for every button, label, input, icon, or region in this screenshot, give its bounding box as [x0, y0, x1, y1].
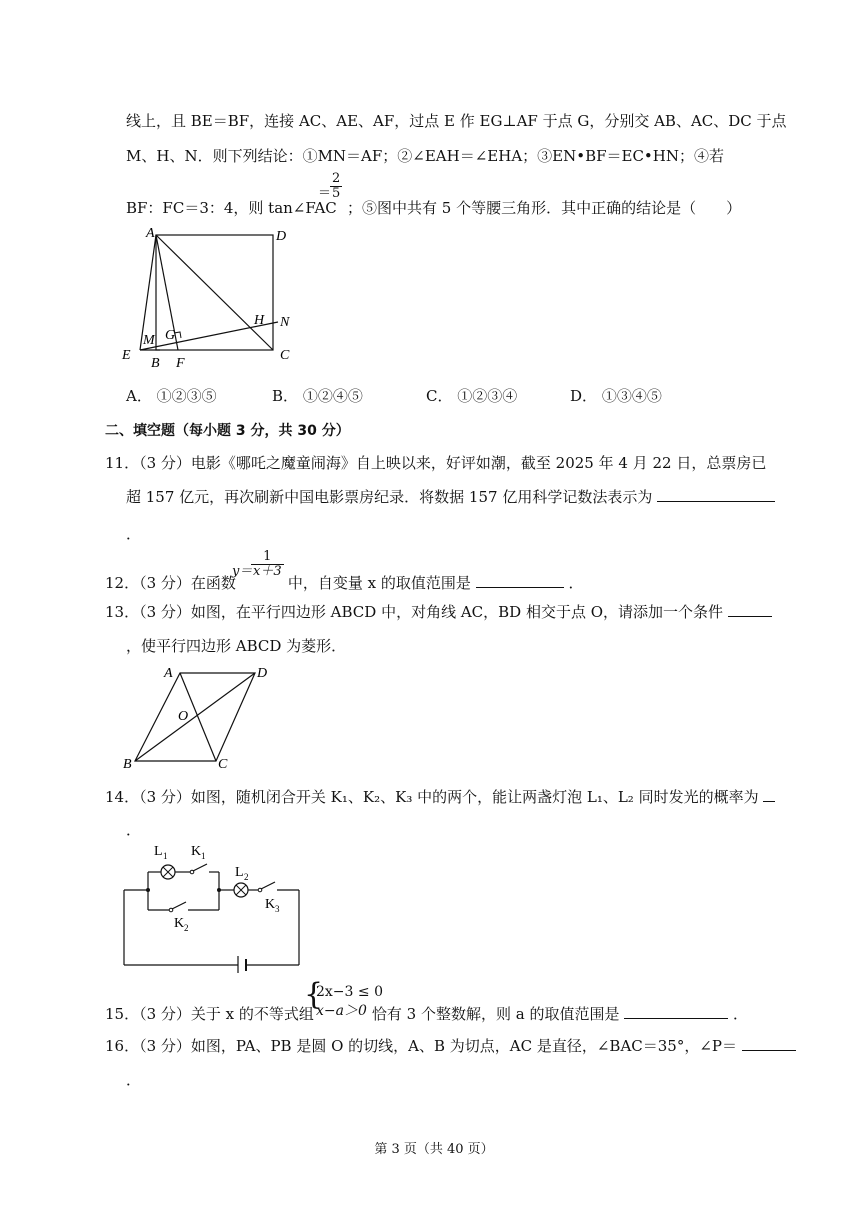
q10-option-a-letter: A．	[126, 387, 152, 405]
q10-option-b-text: ①②④⑤	[302, 387, 363, 405]
q10-frac-den: 5	[332, 186, 341, 201]
q16-text-line1	[105, 1035, 796, 1056]
q10-option-a[interactable]	[126, 385, 217, 406]
q14-line1-text: 14．（3 分）如图，随机闭合开关 K₁、K₂、K₃ 中的两个，能让两盏灯泡 L₁、L₂ 同时发光的概率为	[105, 788, 759, 806]
q14-label-L2: L	[235, 865, 244, 880]
q10-fraction	[330, 172, 342, 201]
q10-option-c-text: ①②③④	[457, 387, 518, 405]
q15-text	[105, 1003, 748, 1024]
q13-parallelogram-figure	[118, 660, 278, 775]
q14-text-line2: ．	[126, 821, 142, 839]
q12-frac-num: 1	[251, 550, 284, 565]
q13-label-D: D	[257, 666, 268, 681]
q15-system-brace: {	[304, 977, 324, 1012]
q16-text-line2: ．	[126, 1071, 142, 1089]
q12-y-equals: y＝	[232, 564, 253, 579]
q10-option-a-text: ①②③⑤	[156, 387, 217, 405]
q14-label-K1-sub: 1	[201, 851, 206, 861]
q10-label-C: C	[280, 348, 290, 363]
q14-text-line1	[105, 786, 775, 807]
q10-label-A: A	[146, 226, 155, 241]
q10-label-E: E	[122, 348, 131, 363]
q12-end: ．	[568, 574, 584, 592]
q13-text-line1	[105, 601, 772, 622]
q10-square-figure	[118, 222, 318, 372]
q10-label-D: D	[276, 229, 287, 244]
q14-label-K2-sub: 2	[184, 923, 189, 933]
q14-label-K1: K	[191, 844, 202, 859]
q16-line1-text: 16．（3 分）如图，PA、PB 是圆 O 的切线，A、B 为切点，AC 是直径，∠BAC＝35°，∠P＝	[105, 1037, 738, 1055]
q14-label-L1-sub: 1	[163, 851, 168, 861]
q10-label-F: F	[176, 356, 185, 371]
q11-text-line1: 11．（3 分）电影《哪吒之魔童闹海》自上映以来，好评如潮，截至 2025 年 4 月 22 日，总票房已	[105, 454, 767, 472]
q14-label-L1: L	[154, 844, 163, 859]
q10-option-d-letter: D．	[570, 387, 598, 405]
q10-option-d[interactable]	[570, 385, 662, 406]
q15-inequality-1: 2x−3 ≤ 0	[316, 984, 383, 1000]
q10-label-M: M	[143, 333, 155, 348]
q12-fraction	[251, 550, 284, 579]
q11-answer-blank[interactable]	[657, 486, 775, 502]
q12-answer-blank[interactable]	[476, 572, 564, 588]
q10-option-b[interactable]	[272, 385, 363, 406]
q14-label-K2: K	[174, 916, 185, 931]
q12-frac-den: x＋3	[253, 564, 282, 579]
q10-label-N: N	[280, 315, 290, 330]
q13-answer-blank[interactable]	[728, 601, 772, 617]
q10-option-c-letter: C．	[426, 387, 453, 405]
q11-text-line2	[126, 486, 775, 507]
q10-option-b-letter: B．	[272, 387, 299, 405]
q16-answer-blank[interactable]	[742, 1035, 796, 1051]
q12-post: 中，自变量 x 的取值范围是	[287, 574, 471, 592]
q10-text-line3-start	[126, 198, 337, 218]
q10-label-G: G	[165, 328, 176, 343]
q10-label-B: B	[151, 356, 160, 371]
q10-option-c[interactable]	[426, 385, 517, 406]
page-footer: 第 3 页（共 40 页）	[374, 1142, 494, 1157]
q10-label-H: H	[254, 313, 265, 328]
q10-line3-pre: BF：FC＝3：4，则 tan∠FAC	[126, 199, 337, 217]
q14-answer-blank[interactable]	[763, 786, 775, 802]
q10-equals-sign: ＝	[318, 186, 332, 201]
q15-inequality-2: x−a＞0	[316, 1003, 367, 1019]
q14-label-K3: K	[265, 897, 276, 912]
q10-text-line1: 线上，且 BE＝BF，连接 AC、AE、AF，过点 E 作 EG⊥AF 于点 G，分别交 AB、AC、DC 于点	[126, 112, 787, 130]
q10-line3-post: ；⑤图中共有 5 个等腰三角形．其中正确的结论是（ ）	[347, 199, 742, 217]
q13-label-C: C	[218, 757, 228, 772]
q14-circuit-figure	[118, 838, 318, 973]
q15-answer-blank[interactable]	[624, 1003, 728, 1019]
q12-pre: 12．（3 分）在函数	[105, 574, 236, 592]
q13-label-B: B	[123, 757, 132, 772]
q14-label-L2-sub: 2	[244, 872, 249, 882]
q15-post: 恰有 3 个整数解，则 a 的取值范围是	[371, 1005, 620, 1023]
q10-frac-num: 2	[332, 171, 341, 186]
q15-pre: 15．（3 分）关于 x 的不等式组	[105, 1005, 314, 1023]
q11-line2-text: 超 157 亿元，再次刷新中国电影票房纪录．将数据 157 亿用科学记数法表示为	[126, 488, 653, 506]
q10-option-d-text: ①③④⑤	[601, 387, 662, 405]
q12-text	[105, 572, 583, 593]
q14-label-K3-sub: 3	[275, 904, 280, 914]
q11-text-line3: ．	[126, 525, 142, 543]
q10-text-line2: M、H、N．则下列结论：①MN＝AF；②∠EAH＝∠EHA；③EN•BF＝EC•HN；④若	[126, 147, 724, 165]
q13-line1-text: 13．（3 分）如图，在平行四边形 ABCD 中，对角线 AC，BD 相交于点 O，请添加一个条件	[105, 603, 724, 621]
section-heading-fill-in: 二、填空题（每小题 3 分，共 30 分）	[105, 423, 350, 439]
q13-label-O: O	[178, 709, 189, 724]
q15-end: ．	[733, 1005, 749, 1023]
q13-label-A: A	[164, 666, 173, 681]
q13-text-line2: ，使平行四边形 ABCD 为菱形．	[126, 637, 347, 655]
